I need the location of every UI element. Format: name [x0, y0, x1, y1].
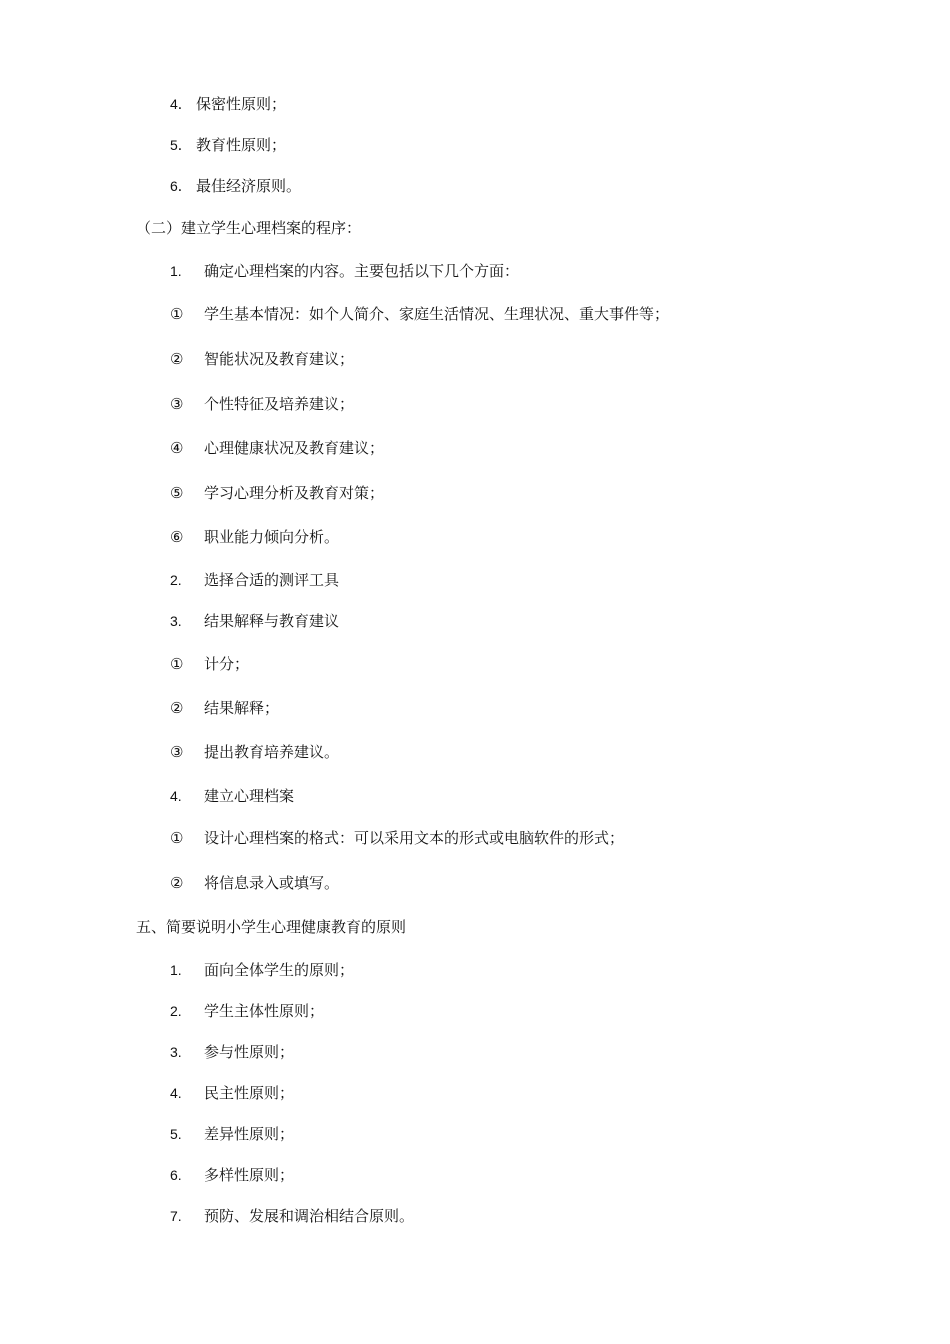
list-text: 参与性原则； — [204, 1043, 295, 1061]
list-text: 提出教育培养建议。 — [204, 743, 340, 761]
list-item — [170, 698, 279, 718]
list-marker: 3. — [170, 1044, 182, 1060]
list-text: 学生基本情况：如个人简介、家庭生活情况、生理状况、重大事件等； — [204, 305, 670, 323]
list-marker: 7. — [170, 1208, 182, 1224]
list-marker: 5． — [170, 137, 192, 153]
list-marker: ⑤ — [170, 484, 184, 502]
list-marker: ② — [170, 350, 184, 368]
list-marker: 4. — [170, 1085, 182, 1101]
list-text: 设计心理档案的格式：可以采用文本的形式或电脑软件的形式； — [204, 829, 625, 847]
list-item — [170, 394, 354, 414]
list-text: 确定心理档案的内容。主要包括以下几个方面： — [204, 262, 520, 280]
list-marker: 4． — [170, 96, 192, 112]
list-text: 预防、发展和调治相结合原则。 — [204, 1207, 415, 1225]
list-text: 民主性原则； — [204, 1084, 295, 1102]
list-text: 最佳经济原则。 — [196, 177, 302, 195]
list-marker: 5. — [170, 1126, 182, 1142]
list-text: 学生主体性原则； — [204, 1002, 325, 1020]
list-item — [170, 654, 249, 674]
list-text: 职业能力倾向分析。 — [204, 528, 340, 546]
list-item — [170, 742, 339, 762]
list-item — [170, 1083, 294, 1103]
list-marker: 6． — [170, 178, 192, 194]
list-text: 结果解释与教育建议 — [204, 612, 340, 630]
list-marker: 4. — [170, 788, 182, 804]
list-item — [170, 1206, 414, 1226]
list-text: 智能状况及教育建议； — [204, 350, 355, 368]
list-item — [170, 1001, 324, 1021]
list-item — [170, 135, 286, 155]
list-text: 将信息录入或填写。 — [204, 874, 340, 892]
list-text: 个性特征及培养建议； — [204, 395, 355, 413]
list-text: 差异性原则； — [204, 1125, 295, 1143]
list-marker: ④ — [170, 439, 184, 457]
list-item — [170, 960, 354, 980]
list-item — [170, 828, 624, 848]
list-text: 教育性原则； — [196, 136, 287, 154]
list-item — [170, 873, 339, 893]
list-item — [170, 176, 301, 196]
list-item — [170, 570, 339, 590]
section-heading — [136, 917, 406, 937]
list-marker: ③ — [170, 743, 184, 761]
list-marker: 2. — [170, 1003, 182, 1019]
section-heading-text: （二）建立学生心理档案的程序： — [136, 219, 362, 237]
list-item — [170, 483, 384, 503]
section-heading-text: 五、简要说明小学生心理健康教育的原则 — [136, 918, 407, 936]
list-item — [170, 438, 384, 458]
list-marker: 3. — [170, 613, 182, 629]
list-item — [170, 1124, 294, 1144]
list-marker: ③ — [170, 395, 184, 413]
list-item — [170, 1042, 294, 1062]
list-text: 建立心理档案 — [204, 787, 295, 805]
list-marker: ① — [170, 655, 184, 673]
section-heading — [136, 218, 361, 238]
list-item — [170, 786, 294, 806]
list-item — [170, 261, 519, 281]
list-item — [170, 611, 339, 631]
list-text: 面向全体学生的原则； — [204, 961, 355, 979]
list-marker: ② — [170, 874, 184, 892]
list-text: 计分； — [204, 655, 250, 673]
list-item — [170, 1165, 294, 1185]
list-text: 保密性原则； — [196, 95, 287, 113]
list-item — [170, 94, 286, 114]
list-text: 学习心理分析及教育对策； — [204, 484, 385, 502]
list-item — [170, 304, 669, 324]
list-text: 多样性原则； — [204, 1166, 295, 1184]
list-marker: 1. — [170, 263, 182, 279]
list-item — [170, 349, 354, 369]
list-marker: 1. — [170, 962, 182, 978]
list-text: 心理健康状况及教育建议； — [204, 439, 385, 457]
list-marker: ② — [170, 699, 184, 717]
list-text: 选择合适的测评工具 — [204, 571, 340, 589]
list-marker: ⑥ — [170, 528, 184, 546]
list-marker: ① — [170, 305, 184, 323]
list-item — [170, 527, 339, 547]
list-marker: ① — [170, 829, 184, 847]
list-text: 结果解释； — [204, 699, 280, 717]
list-marker: 2. — [170, 572, 182, 588]
list-marker: 6. — [170, 1167, 182, 1183]
